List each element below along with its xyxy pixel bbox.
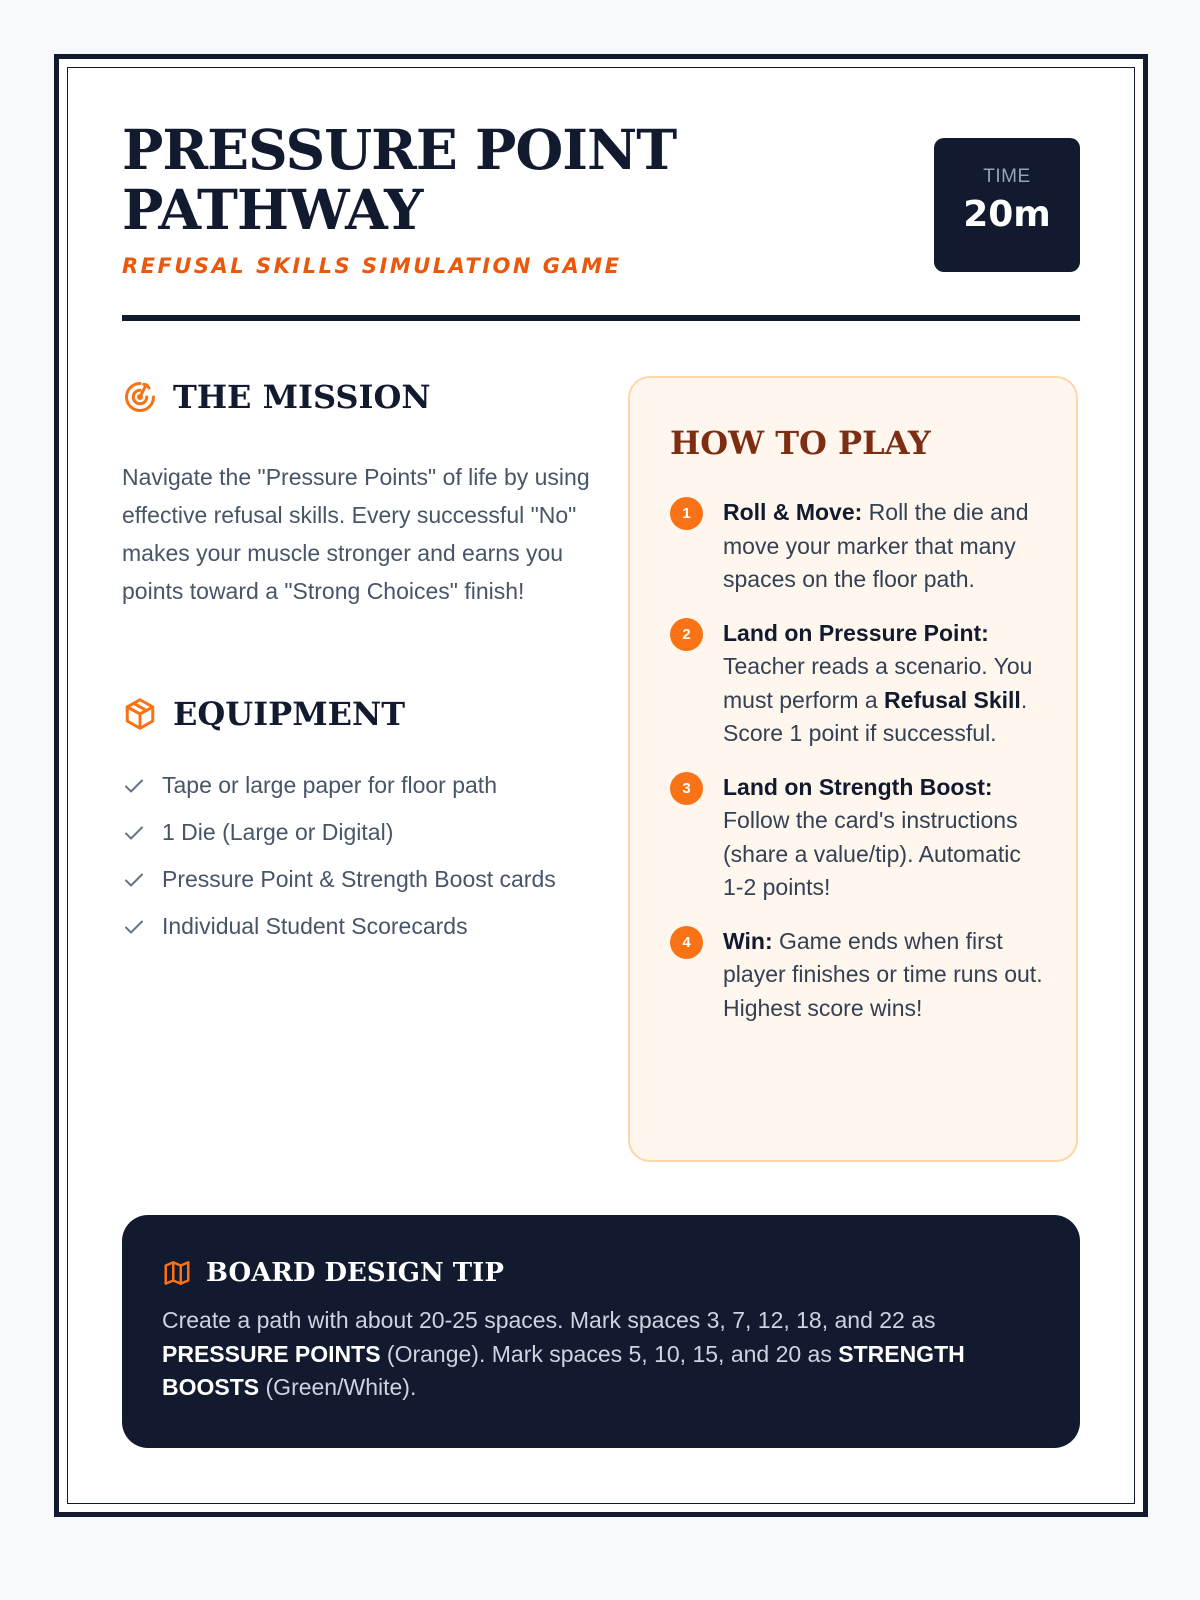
step-description-end: . Score 1 point if successful. [723,686,1028,746]
step-text [723,925,1046,1026]
check-icon [122,821,146,845]
step-number-badge: 4 [670,926,703,959]
target-icon [122,379,158,415]
step-item [670,496,1046,597]
how-to-play-heading: HOW TO PLAY [670,424,931,462]
step-item [670,925,1046,1026]
equipment-section [122,695,592,957]
step-description: Roll the die and move your marker that many spaces on the floor path. [723,499,1029,592]
step-title: Roll & Move: [723,499,863,525]
time-value: 20m [963,194,1051,235]
mission-heading-text: THE MISSION [173,378,431,416]
tip-text-part: (Orange). Mark spaces 5, 10, 15, and 20 as [380,1340,839,1367]
step-emphasis: Refusal Skill [884,686,1021,713]
equipment-item-label: Individual Student Scorecards [162,913,468,939]
time-label: TIME [983,166,1031,187]
board-design-tip [122,1215,1080,1448]
list-item [122,863,592,896]
mission-text: Navigate the "Pressure Points" of life by using effective refusal skills. Every successful "No" makes your muscle stronger and earns you points toward a "Strong Choices" finish! [122,464,590,604]
step-item [670,771,1046,905]
header [122,117,1080,320]
step-description: Teacher reads a scenario. You must perform a [723,653,1033,713]
step-number-badge: 2 [670,618,703,651]
step-description: Game ends when first player finishes or time runs out. Highest score wins! [723,927,1043,1021]
step-text [723,771,1046,905]
time-badge [934,138,1080,272]
list-item [122,816,592,849]
step-number-badge: 1 [670,497,703,530]
tip-heading-text: BOARD DESIGN TIP [206,1258,504,1288]
step-title: Land on Pressure Point: [723,619,989,646]
step-title: Win: [723,927,773,954]
map-icon [162,1258,192,1288]
list-item [122,769,592,802]
step-title: Land on Strength Boost: [723,773,993,800]
equipment-item-label: 1 Die (Large or Digital) [162,819,394,845]
check-icon [122,915,146,939]
equipment-heading [122,695,592,733]
list-item [122,910,592,943]
tip-text-part: Create a path with about 20-25 spaces. Mark spaces 3, 7, 12, 18, and 22 as [162,1307,936,1333]
tip-heading [162,1258,1040,1288]
step-number-badge: 3 [670,772,703,805]
header-divider [122,315,1080,321]
tip-text [162,1304,1040,1405]
tip-emphasis-strength: STRENGTH BOOSTS [162,1340,965,1400]
equipment-item-label: Tape or large paper for floor path [162,772,497,798]
step-text [723,617,1046,751]
equipment-item-label: Pressure Point & Strength Boost cards [162,866,556,892]
step-description: Follow the card's instructions (share a value/tip). Automatic 1-2 points! [723,807,1021,900]
mission-heading [122,378,592,416]
box-icon [122,696,158,732]
steps-list [670,496,1046,1025]
check-icon [122,774,146,798]
mission-section [122,378,592,610]
check-icon [122,868,146,892]
tip-emphasis-pressure: PRESSURE POINTS [162,1340,381,1367]
equipment-list [122,769,592,943]
step-text [723,496,1046,597]
equipment-heading-text: EQUIPMENT [173,695,406,733]
page-subtitle: REFUSAL SKILLS SIMULATION GAME [122,254,622,278]
page-title: PRESSURE POINT PATHWAY [122,117,677,242]
tip-text-part: (Green/White). [259,1374,417,1400]
step-item [670,617,1046,751]
how-to-play-panel [628,376,1078,1162]
